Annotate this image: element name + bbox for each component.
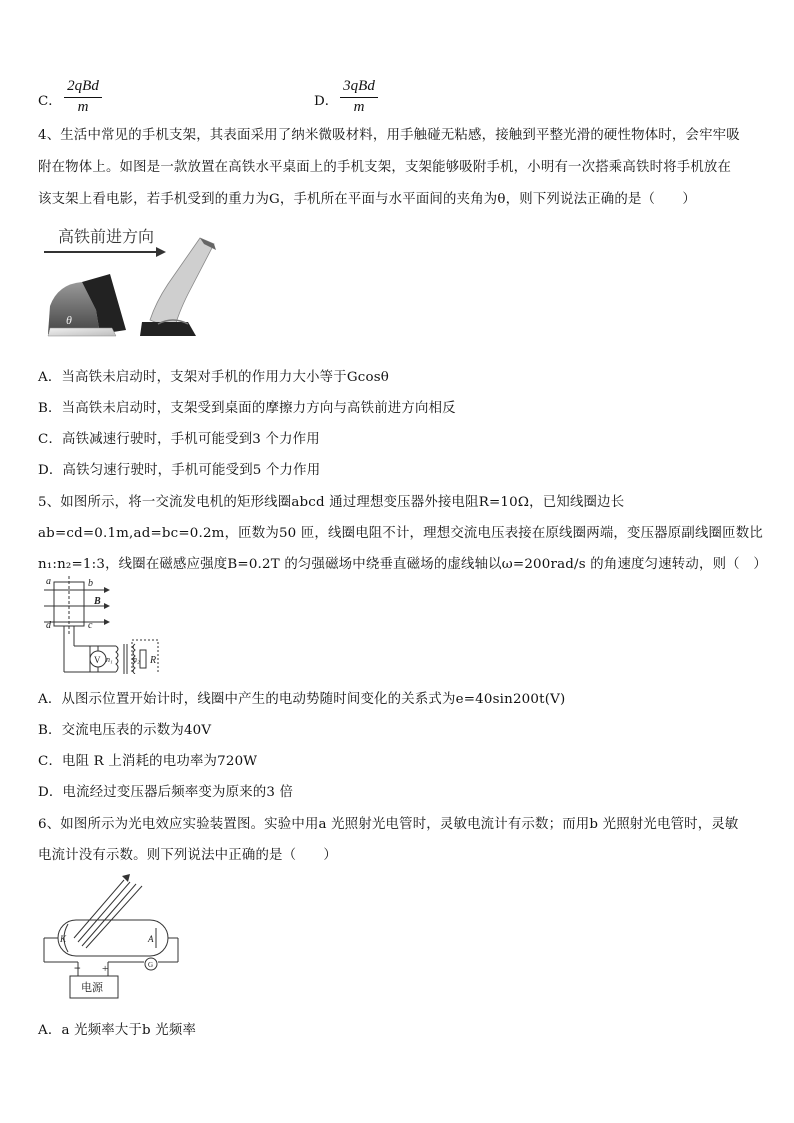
cathode-label-K: K: [60, 934, 67, 944]
q4-option-a: A．当高铁未启动时，支架对手机的作用力大小等于Gcosθ: [38, 370, 390, 385]
voltmeter-label: V: [94, 655, 101, 665]
coil-label-a: a: [46, 576, 51, 587]
q4-option-d: D．高铁匀速行驶时，手机可能受到5 个力作用: [38, 463, 321, 478]
secondary-turns-label: n₂: [133, 655, 140, 664]
coil-label-d: d: [46, 620, 51, 631]
q5-option-a: A．从图示位置开始计时，线圈中产生的电动势随时间变化的关系式为e=40sin200t(V): [38, 692, 566, 707]
power-source-label: 电源: [81, 982, 103, 994]
q5-option-c: C．电阻 R 上消耗的电功率为720W: [38, 754, 258, 769]
battery-plus-sign: +: [102, 963, 109, 975]
q4-option-b: B．当高铁未启动时，支架受到桌面的摩擦力方向与高铁前进方向相反: [38, 401, 456, 416]
q6-stem-line-1: 6、如图所示为光电效应实验装置图。实验中用a 光照射光电管时，灵敏电流计有示数；而用b 光照射光电管时，灵敏: [38, 817, 739, 832]
q4-option-c: C．高铁减速行驶时，手机可能受到3 个力作用: [38, 432, 320, 447]
coil-label-c: c: [88, 620, 93, 631]
q5-stem-line-1: 5、如图所示，将一交流发电机的矩形线圈abcd 通过理想变压器外接电阻R=10Ω，已知线圈边长: [38, 495, 625, 510]
option-d-fraction: [340, 78, 378, 116]
option-d-label: D．: [314, 94, 339, 109]
coil-label-b: b: [88, 578, 93, 589]
resistor-label: R: [150, 655, 157, 666]
primary-turns-label: n₁: [106, 655, 113, 664]
train-direction-label: 高铁前进方向: [58, 229, 155, 246]
photoelectric-figure: [38, 872, 188, 1004]
q4-stem-line-2: 附在物体上。如图是一款放置在高铁水平桌面上的手机支架，支架能够吸附手机，小明有一次搭乘高铁时将手机放在: [38, 160, 732, 175]
option-c-numerator: 2qBd: [67, 78, 99, 94]
option-d-denominator: m: [353, 99, 365, 115]
option-c-denominator: m: [77, 99, 89, 115]
anode-label-A: A: [148, 934, 154, 944]
q6-option-a: A．a 光频率大于b 光频率: [38, 1023, 197, 1038]
q5-option-b: B．交流电压表的示数为40V: [38, 723, 212, 738]
q6-stem-line-2: 电流计没有示数。则下列说法中正确的是（ ）: [38, 848, 337, 863]
phone-holder-figure: [38, 224, 238, 344]
galvanometer-label-G: G: [148, 961, 154, 969]
option-d-numerator: 3qBd: [343, 78, 375, 94]
q4-stem-line-3: 该支架上看电影，若手机受到的重力为G，手机所在平面与水平面间的夹角为θ，则下列说法正确的是（ ）: [38, 192, 696, 207]
generator-transformer-figure: [40, 574, 170, 674]
q4-stem-line-1: 4、生活中常见的手机支架，其表面采用了纳米微吸材料，用手触碰无粘感，接触到平整光滑的硬性物体时，会牢牢吸: [38, 128, 740, 143]
angle-theta-label: θ: [66, 313, 72, 327]
q5-option-d: D．电流经过变压器后频率变为原来的3 倍: [38, 785, 294, 800]
q5-stem-line-2: ab=cd=0.1m,ad=bc=0.2m，匝数为50 匝，线圈电阻不计，理想交流电压表接在原线圈两端，变压器原副线圈匝数比: [38, 526, 763, 541]
q5-stem-line-3: n₁:n₂=1:3，线圈在磁感应强度B=0.2T 的匀强磁场中绕垂直磁场的虚线轴以ω=200rad/s 的角速度匀速转动，则（ ）: [38, 557, 767, 572]
option-c-label: C．: [38, 94, 62, 109]
battery-minus-sign: −: [74, 961, 81, 975]
field-label-B: B: [94, 596, 101, 607]
option-c-fraction: [64, 78, 102, 116]
